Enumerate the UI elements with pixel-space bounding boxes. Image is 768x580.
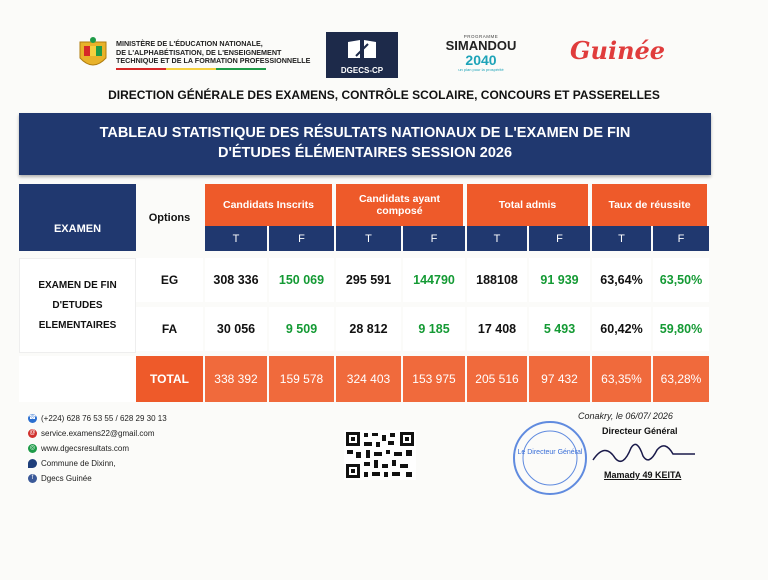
subheader-t: T [592,226,651,251]
subheader-f: F [269,226,334,251]
table-cell: 188108 [467,258,527,302]
flag-stripe [116,68,266,70]
table-cell: 144790 [403,258,465,302]
ministry-line: TECHNIQUE ET DE LA FORMATION PROFESSIONNELLE [116,56,311,66]
exam-name-cell: EXAMEN DE FIN D'ETUDES ELEMENTAIRES [19,258,136,353]
total-spacer [19,356,136,402]
simandou-name: SIMANDOU [445,38,517,53]
direction-title: DIRECTION GÉNÉRALE DES EXAMENS, CONTRÔLE SCOLAIRE, CONCOURS ET PASSERELLES [108,88,660,102]
table-cell: 60,42% [592,307,651,351]
total-label: TOTAL [136,356,203,402]
location-pin-icon [28,459,37,468]
subheader-f: F [403,226,465,251]
total-cell: 97 432 [529,356,590,402]
subheader-t: T [205,226,267,251]
table-cell: 63,64% [592,258,651,302]
title-line-2: D'ÉTUDES ÉLÉMENTAIRES SESSION 2026 [217,145,513,161]
guinea-coat-of-arms-icon [76,36,110,74]
table-cell: 308 336 [205,258,267,302]
total-cell: 205 516 [467,356,527,402]
footer-address [28,459,116,468]
document-header [0,26,768,86]
address-text: Commune de Dixinn, [41,459,116,468]
option-cell: FA [136,307,203,351]
table-cell: 17 408 [467,307,527,351]
signature-icon [585,434,705,474]
dgecs-label: DGECS-CP [340,66,384,75]
facebook-text: Dgecs Guinée [41,474,92,483]
simandou-top: PROGRAMME [463,34,499,39]
group-header: Taux de réussite [592,184,709,226]
ministry-line: MINISTÈRE DE L'ÉDUCATION NATIONALE, [116,39,263,49]
group-header: Total admis [467,184,590,226]
footer-email [28,429,155,438]
dgecs-logo [326,32,398,78]
phone-icon: ☎ [28,415,37,421]
phone-text: (+224) 628 76 53 55 / 628 29 30 13 [41,414,167,423]
column-header-options: Options [136,184,203,251]
ministry-block [76,36,311,74]
ministry-line: DE L'ALPHABÉTISATION, DE L'ENSEIGNEMENT [116,47,282,57]
simandou-logo [436,34,526,72]
email-icon: @ [29,430,36,436]
signature-title: Directeur Général [602,426,678,436]
footer-phone [28,414,167,423]
group-header: Candidats Inscrits [205,184,334,226]
subheader-t: T [467,226,527,251]
group-header: Candidats ayant composé [336,184,465,226]
total-cell: 153 975 [403,356,465,402]
guinee-logo: Guinée [570,36,666,65]
qr-code-icon [344,430,416,480]
title-banner [19,113,711,175]
table-cell: 59,80% [653,307,709,351]
total-cell: 63,28% [653,356,709,402]
simandou-tagline: un plan pour la prospérité [458,67,504,72]
simandou-year: 2040 [465,52,497,68]
signature-place-date: Conakry, le 06/07/ 2026 [578,411,673,421]
option-cell: EG [136,258,203,302]
table-cell: 63,50% [653,258,709,302]
email-text: service.examens22@gmail.com [41,429,155,438]
signature-name: Mamady 49 KEITA [604,470,682,480]
total-cell: 63,35% [592,356,651,402]
website-text: www.dgecsresultats.com [41,444,130,453]
footer-website [28,444,129,453]
table-cell: 150 069 [269,258,334,302]
subheader-f: F [529,226,590,251]
official-stamp-icon [510,418,590,498]
total-cell: 324 403 [336,356,401,402]
table-cell: 28 812 [336,307,401,351]
globe-icon: ◎ [29,445,36,451]
table-cell: 9 185 [403,307,465,351]
subheader-t: T [336,226,401,251]
table-cell: 30 056 [205,307,267,351]
table-cell: 5 493 [529,307,590,351]
open-book-icon [346,38,378,60]
subheader-f: F [653,226,709,251]
total-cell: 338 392 [205,356,267,402]
title-line-1: TABLEAU STATISTIQUE DES RÉSULTATS NATIONAUX DE L'EXAMEN DE FIN [99,125,631,141]
footer-facebook [28,474,92,483]
table-cell: 91 939 [529,258,590,302]
facebook-icon: f [28,474,37,483]
table-cell: 295 591 [336,258,401,302]
stamp-text: Le Directeur Général [517,449,583,456]
total-cell: 159 578 [269,356,334,402]
column-header-examen: EXAMEN [19,184,136,251]
table-cell: 9 509 [269,307,334,351]
